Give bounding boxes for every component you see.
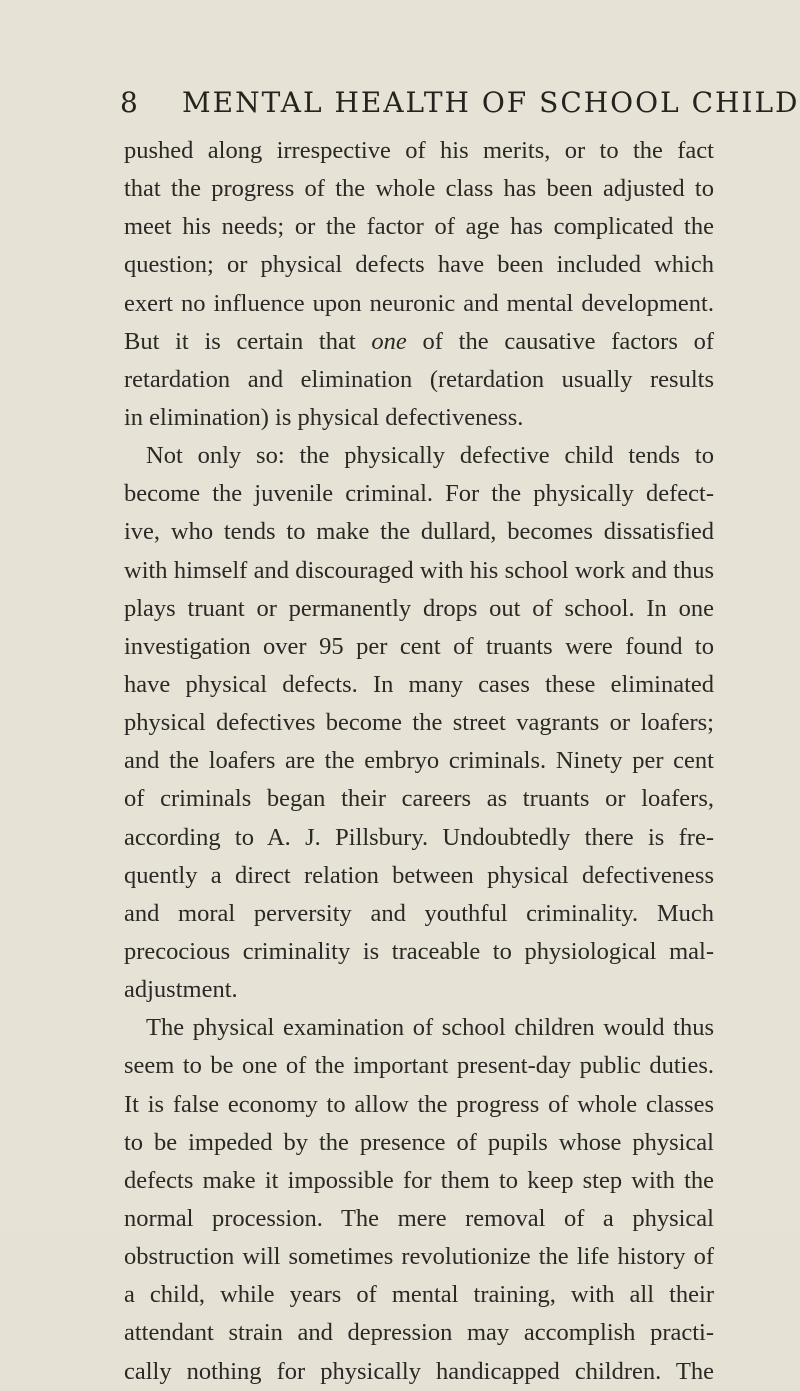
text-line: But it is certain that one of the causative factors of bbox=[124, 327, 714, 355]
text-line: The physical examination of school children would thus bbox=[146, 1014, 714, 1042]
text-line: exert no influence upon neuronic and mental development. bbox=[124, 289, 714, 317]
text-line: normal procession. The mere removal of a physical bbox=[124, 1204, 714, 1232]
text-line: quently a direct relation between physical defectiveness bbox=[124, 861, 714, 889]
text-line: plays truant or permanently drops out of school. In one bbox=[124, 594, 714, 622]
text-line: that the progress of the whole class has been adjusted to bbox=[124, 175, 714, 203]
text-line: precocious criminality is traceable to physiological mal- bbox=[124, 937, 714, 965]
text-line: question; or physical defects have been included which bbox=[124, 251, 714, 279]
text-line: Not only so: the physically defective child tends to bbox=[146, 442, 714, 470]
text-line: according to A. J. Pillsbury. Undoubtedly there is fre- bbox=[124, 823, 714, 851]
body-text bbox=[124, 132, 714, 1391]
text-line: It is false economy to allow the progress of whole classes bbox=[124, 1090, 714, 1118]
text-line: to be impeded by the presence of pupils whose physical bbox=[124, 1128, 714, 1156]
text-line: attendant strain and depression may accomplish practi- bbox=[124, 1319, 714, 1347]
running-head bbox=[120, 86, 800, 126]
text-line: retardation and elimination (retardation usually results bbox=[124, 365, 714, 393]
running-title: MENTAL HEALTH OF SCHOOL CHILD bbox=[182, 86, 800, 119]
text-line: a child, while years of mental training, with all their bbox=[124, 1281, 714, 1309]
text-line: obstruction will sometimes revolutionize the life history of bbox=[124, 1243, 714, 1271]
text-line: meet his needs; or the factor of age has complicated the bbox=[124, 213, 714, 241]
text-line: and moral perversity and youthful criminality. Much bbox=[124, 899, 714, 927]
text-line: and the loafers are the embryo criminals. Ninety per cent bbox=[124, 747, 714, 775]
text-line: in elimination) is physical defectiveness. bbox=[124, 403, 524, 431]
text-line: adjustment. bbox=[124, 976, 238, 1004]
page-number: 8 bbox=[120, 86, 140, 119]
text-line: seem to be one of the important present-day public duties. bbox=[124, 1052, 714, 1080]
text-line: become the juvenile criminal. For the physically defect- bbox=[124, 480, 714, 508]
text-line: with himself and discouraged with his school work and thus bbox=[124, 556, 714, 584]
text-line: investigation over 95 per cent of truants were found to bbox=[124, 632, 714, 660]
text-line: pushed along irrespective of his merits, or to the fact bbox=[124, 137, 714, 164]
text-line: physical defectives become the street vagrants or loafers; bbox=[124, 709, 714, 737]
text-line: defects make it impossible for them to keep step with the bbox=[124, 1166, 714, 1194]
text-line: of criminals began their careers as truants or loafers, bbox=[124, 785, 714, 813]
text-line: have physical defects. In many cases these eliminated bbox=[124, 670, 714, 698]
text-line: ive, who tends to make the dullard, becomes dissatisfied bbox=[124, 518, 714, 546]
text-line: cally nothing for physically handicapped children. The bbox=[124, 1357, 714, 1385]
